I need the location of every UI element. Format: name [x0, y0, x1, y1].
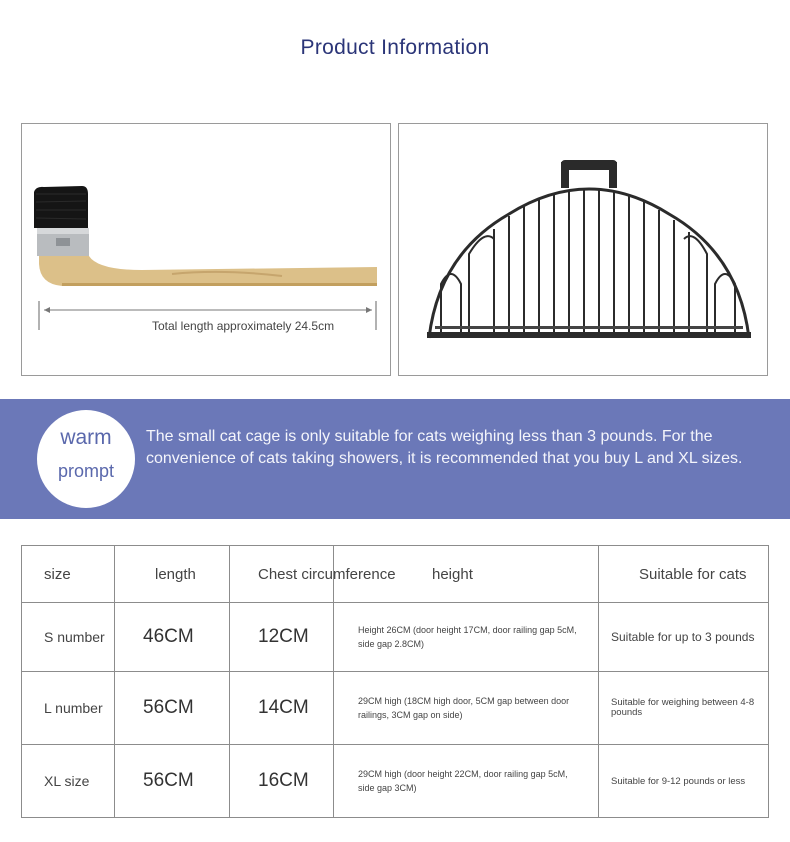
- cell-size: L number: [22, 672, 115, 745]
- warm-prompt-text: The small cat cage is only suitable for cats weighing less than 3 pounds. For the convenience of cats taking showers, it is recommended that you buy L and XL sizes.: [146, 428, 743, 467]
- cage-product-photo: [398, 123, 768, 376]
- size-spec-table: [21, 545, 769, 818]
- header-suitable: Suitable for cats: [599, 546, 769, 603]
- page-title: Product Information: [300, 36, 490, 59]
- table-header-row: [22, 546, 769, 603]
- cell-length: 56CM: [115, 745, 230, 818]
- brush-illustration: [22, 124, 390, 375]
- cell-chest: 12CM: [230, 603, 334, 672]
- table-row: [22, 603, 769, 672]
- cell-size: S number: [22, 603, 115, 672]
- header-chest: Chest circumference: [230, 546, 334, 603]
- header-length: length: [115, 546, 230, 603]
- cage-illustration: [399, 124, 767, 375]
- cell-height: 29CM high (door height 22CM, door railing gap 5cM, side gap 3CM): [334, 745, 599, 818]
- cell-suitable: Suitable for weighing between 4-8 pounds: [599, 672, 769, 745]
- cell-size: XL size: [22, 745, 115, 818]
- badge-line-2: prompt: [57, 461, 115, 481]
- brush-product-photo: [21, 123, 391, 376]
- table-row: [22, 672, 769, 745]
- cell-length: 56CM: [115, 672, 230, 745]
- header-size: size: [22, 546, 115, 603]
- cell-height: Height 26CM (door height 17CM, door railing gap 5cM, side gap 2.8CM): [334, 603, 599, 672]
- length-caption: Total length approximately 24.5cm: [152, 319, 335, 333]
- cell-height: 29CM high (18CM high door, 5CM gap between door railings, 3CM gap on side): [334, 672, 599, 745]
- cell-suitable: Suitable for 9-12 pounds or less: [599, 745, 769, 818]
- cell-length: 46CM: [115, 603, 230, 672]
- badge-line-1: warm: [60, 426, 112, 449]
- warm-prompt-banner: [0, 399, 790, 519]
- warm-prompt-badge: [37, 410, 135, 508]
- cell-suitable: Suitable for up to 3 pounds: [599, 603, 769, 672]
- cell-chest: 14CM: [230, 672, 334, 745]
- table-row: [22, 745, 769, 818]
- cell-chest: 16CM: [230, 745, 334, 818]
- header-height: height: [334, 546, 599, 603]
